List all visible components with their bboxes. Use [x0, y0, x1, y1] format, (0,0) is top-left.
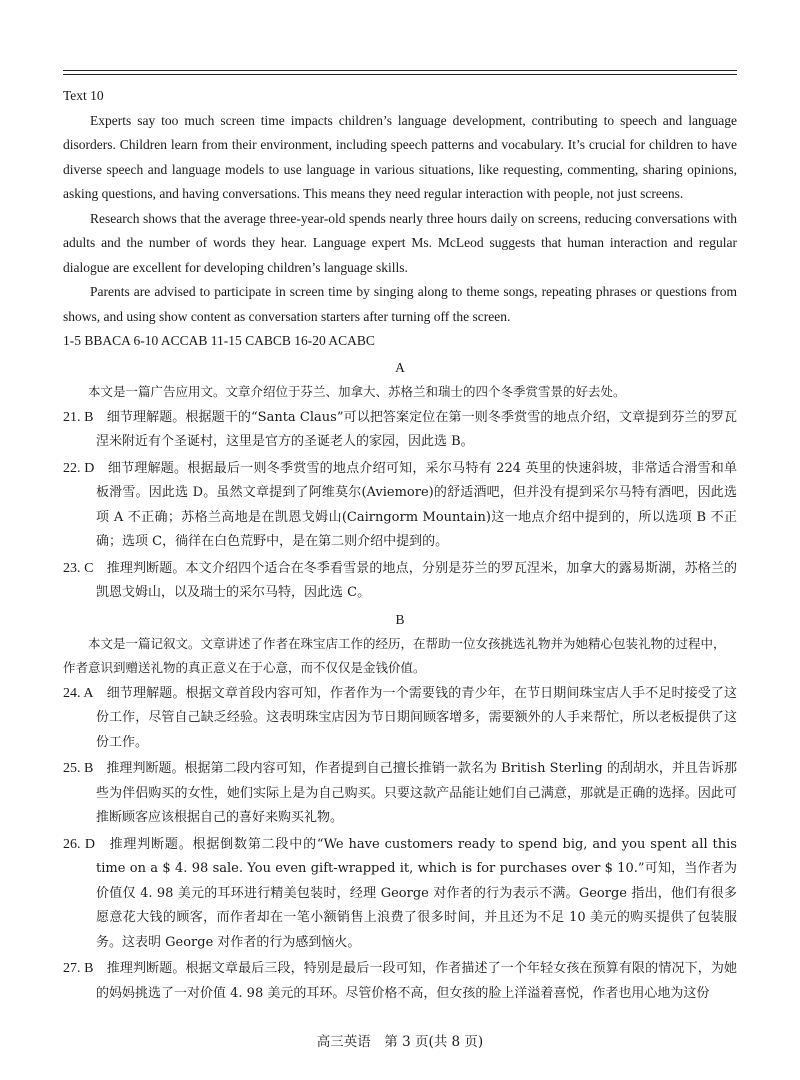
- section-a-heading: A: [395, 359, 405, 375]
- header-rule-thick: [63, 70, 737, 71]
- section-b-heading: B: [395, 611, 405, 627]
- answer-number: 24. A: [63, 685, 94, 701]
- answer-explanation: 细节理解题。根据最后一则冬季赏雪的地点介绍可知，采尔马特有 224 英里的快速斜坡，非常适合滑雪和单板滑雪。因此选 D。虽然文章提到了阿维莫尔(Aviemore)的舒适酒吧，但并没有提到采尔马特有酒吧，因此选项 A 不正确；苏格兰高地是在凯恩戈姆山(Cairngorm Mountain)这一地点介绍中提到的，所以选项 B 不正确；选项 C，徜徉在白色荒野中，是在第二则介绍中提到的。: [96, 460, 737, 549]
- answer-explanation: 细节理解题。根据题干的“Santa Claus”可以把答案定位在第一则冬季赏雪的地点介绍，文章提到芬兰的罗瓦涅米附近有个圣诞村，这里是官方的圣诞老人的家园，因此选 B。: [96, 409, 738, 449]
- answer-explanation: 推理判断题。根据文章最后三段，特别是最后一段可知，作者描述了一个年轻女孩在预算有限的情况下，为她的妈妈挑选了一对价值 4. 98 美元的耳环。尽管价格不高，但女孩的脸上洋溢着喜悦，作者也用心地为这份: [96, 961, 737, 1001]
- answer-explanation: 推理判断题。本文介绍四个适合在冬季看雪景的地点，分别是芬兰的罗瓦涅米，加拿大的露易斯湖，苏格兰的凯恩戈姆山，以及瑞士的采尔马特，因此选 C。: [96, 560, 737, 600]
- section-a-intro: 本文是一篇广告应用文。文章介绍位于芬兰、加拿大、苏格兰和瑞士的四个冬季赏雪景的好去处。: [88, 383, 626, 399]
- answer-item: [63, 757, 737, 831]
- answer-number: 25. B: [63, 761, 94, 776]
- page-content: [63, 84, 737, 1008]
- answer-item: [63, 557, 737, 606]
- answer-number: 26. D: [63, 836, 95, 852]
- text10-paragraph-1: Experts say too much screen time impacts children’s language development, contributing to speech and language disorders. Children learn from their environment, including speech patterns and vocabulary. It’s crucial for children to have diverse speech and language models to use language in various situations, like requesting, commenting, sharing opinions, asking questions, and having conversations. This means they need regular interaction with people, not just screens.: [63, 112, 737, 201]
- answer-number: 22. D: [63, 460, 95, 476]
- answer-explanation: 细节理解题。根据文章首段内容可知，作者作为一个需要钱的青少年，在节日期间珠宝店人手不足时接受了这份工作，尽管自己缺乏经验。这表明珠宝店因为节日期间顾客增多，需要额外的人手来帮忙，所以老板提供了这份工作。: [96, 685, 737, 750]
- answer-item: [63, 833, 737, 956]
- answer-explanation: 推理判断题。根据第二段内容可知，作者提到自己擅长推销一款名为 British Sterling 的刮胡水，并且告诉那些为伴侣购买的女性，她们实际上是为自己购买。只要这款产品能让她们自己满意，那就是正确的选择。因此可推断顾客应该根据自己的喜好来购买礼物。: [96, 761, 737, 825]
- text10-paragraph-3: Parents are advised to participate in screen time by singing along to theme songs, repeating phrases or questions from shows, and using show content as conversation starters after turning off the screen.: [63, 284, 737, 324]
- answer-item: [63, 957, 737, 1006]
- answer-item: [63, 457, 737, 555]
- text-label: Text 10: [63, 88, 104, 103]
- answer-number: 23. C: [63, 560, 94, 576]
- answer-number: 27. B: [63, 961, 94, 976]
- answer-item: [63, 406, 737, 455]
- header-rule-thin: [63, 74, 737, 75]
- section-b-intro: 本文是一篇记叙文。文章讲述了作者在珠宝店工作的经历，在帮助一位女孩挑选礼物并为她精心包装礼物的过程中，作者意识到赠送礼物的真正意义在于心意，而不仅仅是金钱价值。: [63, 635, 726, 675]
- answer-item: [63, 682, 737, 756]
- answer-number: 21. B: [63, 409, 94, 425]
- answer-key: 1-5 BBACA 6-10 ACCAB 11-15 CABCB 16-20 ACABC: [63, 333, 375, 348]
- text10-paragraph-2: Research shows that the average three-year-old spends nearly three hours daily on screens, reducing conversations with adults and the number of words they hear. Language expert Ms. McLeod suggests that human interaction and regular dialogue are excellent for developing children’s language skills.: [63, 210, 737, 275]
- page-footer: 高三英语 第 3 页(共 8 页): [316, 1034, 484, 1050]
- answer-explanation: 推理判断题。根据倒数第二段中的“We have customers ready to spend big, and you spent all this time on a $ 4. 98 sale. You even gift-wrapped it, which is for purchases over $ 10.”可知，当作者为价值仅 4. 98 美元的耳环进行精美包装时，经理 George 对作者的行为表示不满。George 指出，他们有很多愿意花大钱的顾客，而作者却在一笔小额销售上浪费了很多时间，并且还为不足 10 美元的购买提供了包装服务。这表明 George 对作者的行为感到恼火。: [96, 836, 737, 950]
